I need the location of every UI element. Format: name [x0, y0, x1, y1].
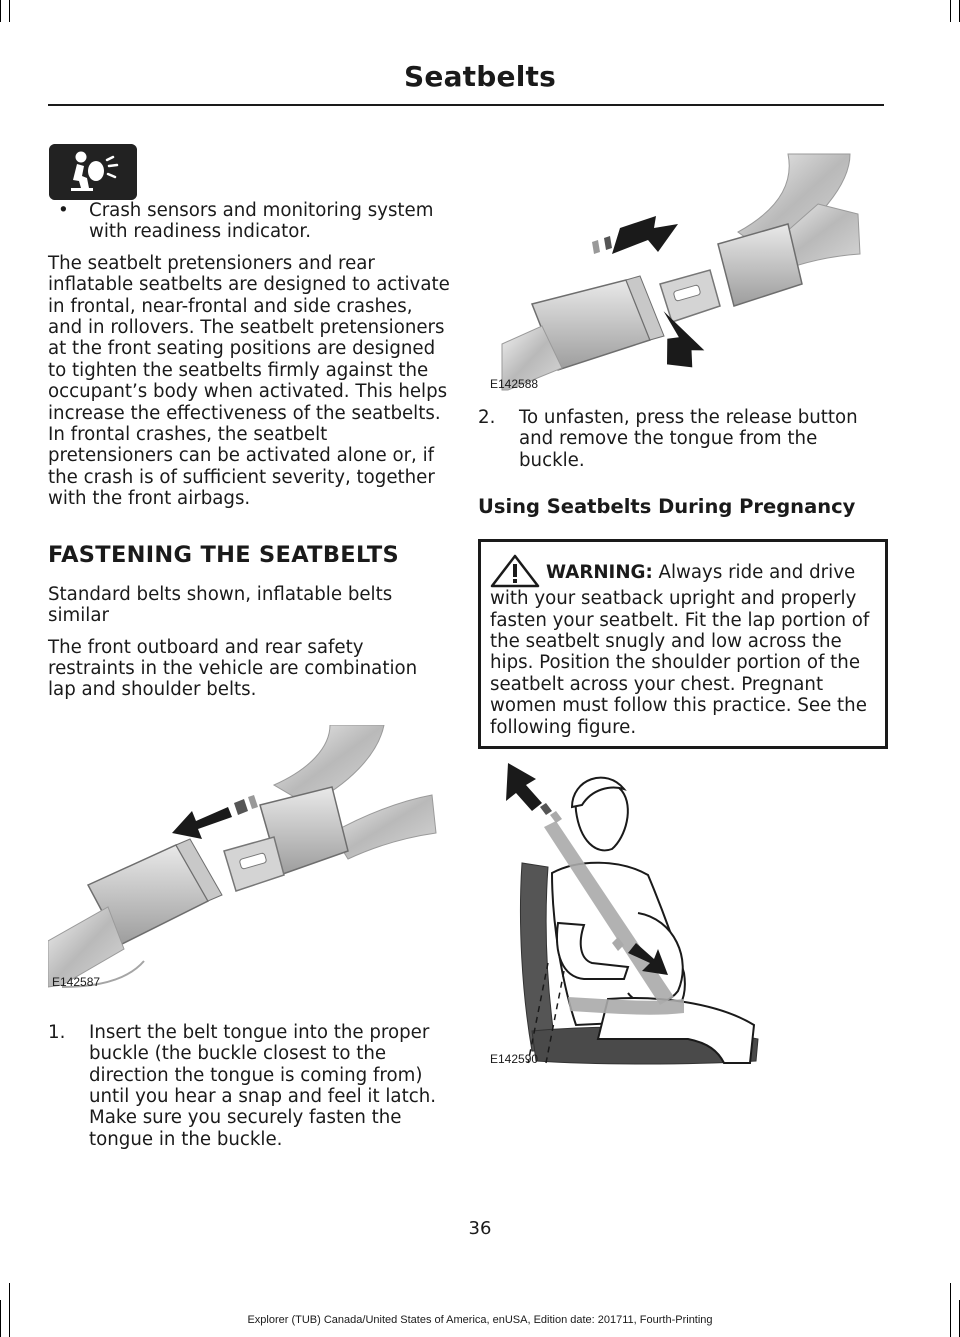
- bullet-text: Crash sensors and monitoring system with readiness indicator.: [89, 200, 434, 243]
- crop-mark: [9, 1283, 10, 1337]
- left-column: [48, 144, 450, 1150]
- buckle-insert-figure: [48, 725, 438, 995]
- header-rule: [48, 104, 884, 106]
- warning-triangle-icon: [490, 554, 540, 588]
- airbag-warning-icon: [49, 144, 137, 200]
- step-2: [478, 407, 888, 471]
- buckle-insert-illustration: [48, 725, 438, 995]
- shoulder-belt-arrow: [506, 763, 562, 823]
- step-1: [48, 1022, 450, 1150]
- crop-mark: [950, 1283, 951, 1337]
- warning-body: [490, 562, 869, 737]
- warning-box: [478, 539, 888, 749]
- figure-id: E142587: [52, 974, 101, 989]
- crop-mark: [950, 0, 951, 22]
- crop-mark: [9, 0, 10, 22]
- section-heading: FASTENING THE SEATBELTS: [48, 541, 400, 568]
- bullet-item: [48, 200, 450, 243]
- step-2-text: To unfasten, press the release button and remove the tongue from the buckle.: [519, 407, 858, 471]
- page-footer: Explorer (TUB) Canada/United States of America, enUSA, Edition date: 201711, Fourth-Printing: [247, 1314, 713, 1326]
- warning-text: Always ride and drive with your seatback upright and properly fasten your seatbelt. Fit the lap portion of the seatbelt snugly and low across the hips. Position the shoulder portion of the seatbelt across your chest. Pregnant women must follow this practice. See the following figure.: [490, 562, 870, 738]
- bullet-dot: •: [58, 200, 69, 221]
- buckle-release-figure: [478, 144, 878, 394]
- figure-caption: Standard belts shown, inflatable belts similar: [48, 583, 393, 627]
- warning-label: WARNING:: [546, 562, 653, 584]
- pretensioner-paragraph: The seatbelt pretensioners and rear inflatable seatbelts are designed to activate in frontal, near-frontal and side crashes, and in rollovers. The seatbelt pretensioners at the front seating positions are designed to tighten the seatbelts firmly against the occupant’s body when activated. This helps increase the effectiveness of the seatbelts. In frontal crashes, the seatbelt pretensioners can be activated alone or, if the crash is of sufficient severity, together with the front airbags.: [48, 252, 450, 510]
- figure-id: E142590: [490, 1052, 539, 1067]
- buckle-release-illustration: [478, 144, 878, 394]
- insert-arrow: [172, 795, 258, 839]
- belts-description: The front outboard and rear safety restraints in the vehicle are combination lap and shoulder belts.: [48, 636, 418, 701]
- pregnancy-figure: [488, 763, 788, 1073]
- step-1-number: 1.: [48, 1021, 66, 1043]
- right-column: [478, 144, 888, 1073]
- release-arrow: [592, 216, 678, 254]
- page-number: 36: [468, 1218, 492, 1239]
- pregnancy-subheading: Using Seatbelts During Pregnancy: [478, 495, 856, 519]
- crop-mark: [0, 0, 1, 22]
- step-2-number: 2.: [478, 407, 496, 428]
- figure-id: E142588: [490, 377, 539, 391]
- page-title: Seatbelts: [404, 60, 556, 93]
- pregnancy-seatbelt-illustration: [488, 763, 788, 1073]
- step-1-text: Insert the belt tongue into the proper buckle (the buckle closest to the direction the tongue is coming from) until you hear a snap and feel it latch. Make sure you securely fasten the tongue in the buckle.: [89, 1021, 437, 1150]
